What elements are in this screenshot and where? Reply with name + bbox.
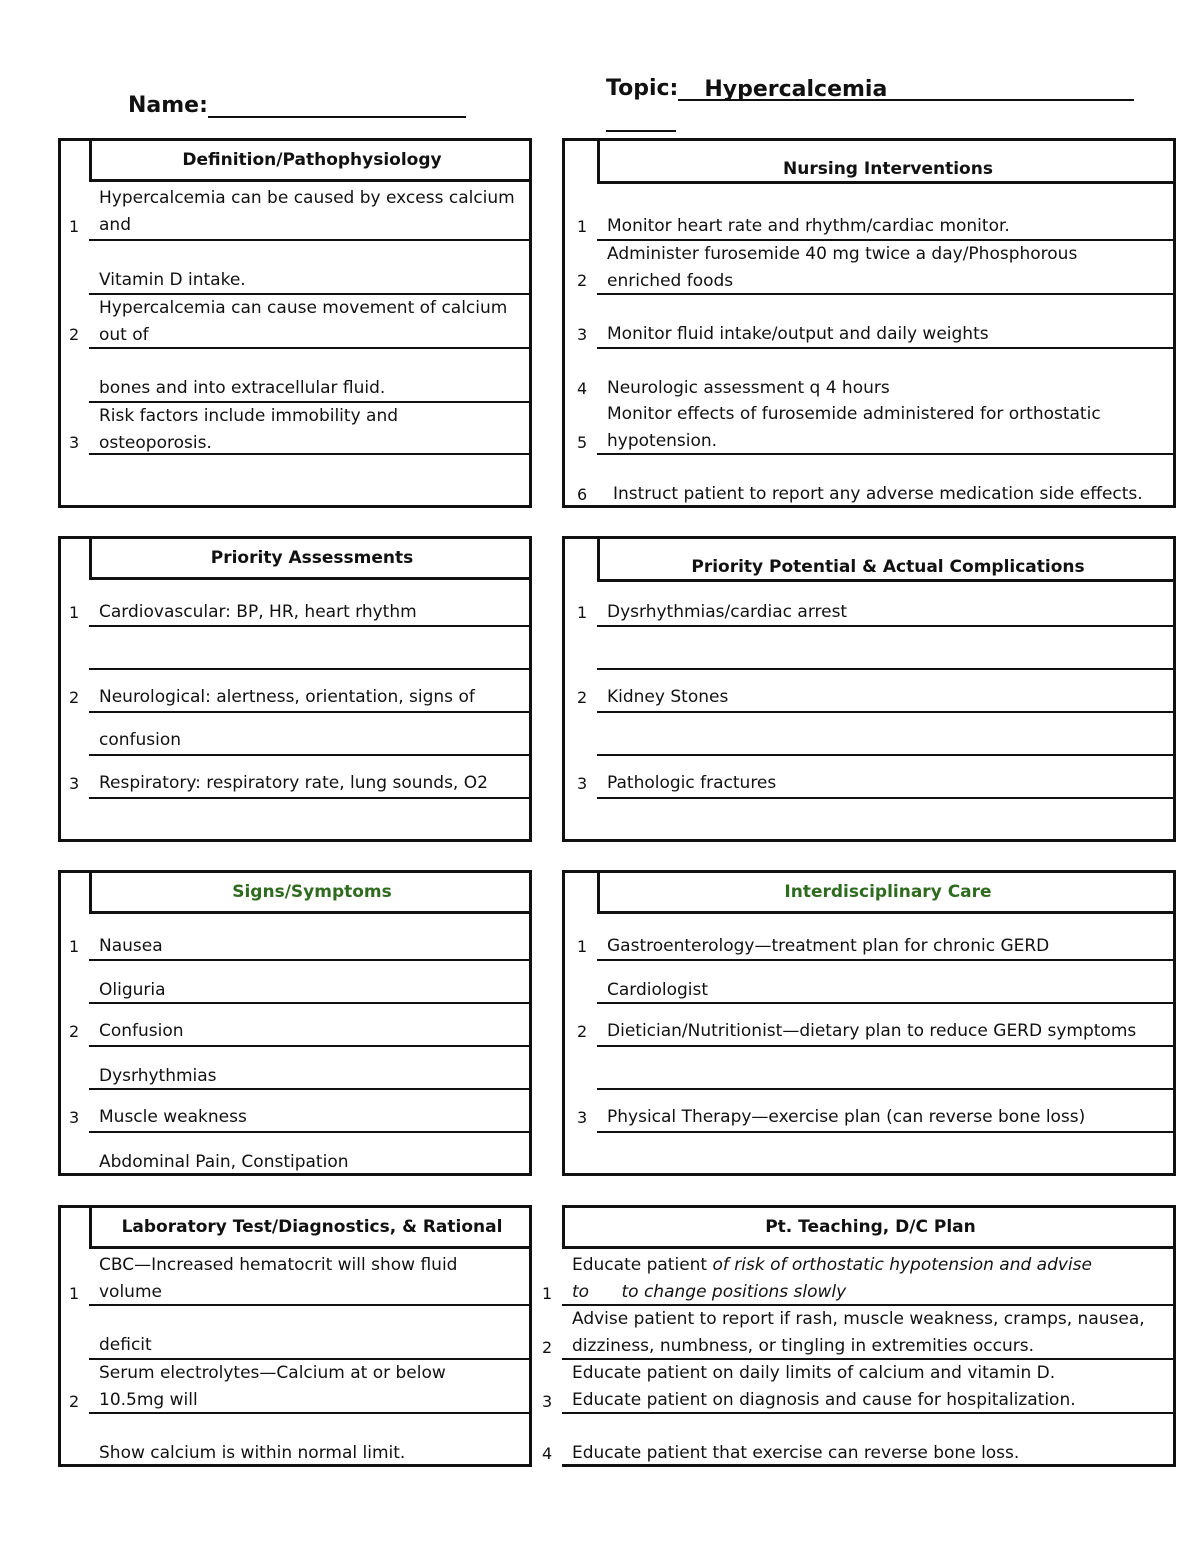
item-number: 6: [577, 485, 588, 504]
item-text: Educate patient: [572, 1255, 713, 1275]
item-text: out of: [99, 325, 149, 345]
list-item: [69, 403, 529, 455]
list-item: [69, 1004, 529, 1047]
item-text: Respiratory: respiratory rate, lung sounds, O2: [99, 773, 488, 793]
list-item: [542, 1414, 1173, 1464]
list-item: [69, 185, 529, 241]
item-number: 2: [69, 1392, 80, 1411]
item-text: Educate patient on daily limits of calcium and vitamin D.: [572, 1363, 1056, 1383]
item-number: 2: [69, 1022, 80, 1041]
item-text: Show calcium is within normal limit.: [99, 1443, 406, 1463]
item-text: Administer furosemide 40 mg twice a day/Phosphorous: [607, 244, 1078, 264]
list-item: [597, 627, 1173, 670]
list-item: [577, 1090, 1173, 1133]
item-text: Hypercalcemia can cause movement of calcium: [99, 298, 508, 318]
section-title: Priority Assessments: [89, 536, 532, 580]
list-item: [542, 1252, 1173, 1306]
list-item: [89, 1414, 529, 1464]
section-title: Interdisciplinary Care: [597, 870, 1176, 914]
definition-section: [58, 138, 532, 508]
section-title: Laboratory Test/Diagnostics, & Rational: [89, 1205, 532, 1249]
list-item: [597, 1047, 1173, 1090]
item-text: Pathologic fractures: [607, 773, 777, 793]
item-text: Hypercalcemia can be caused by excess calcium: [99, 188, 515, 208]
item-number: 3: [577, 1108, 588, 1127]
topic-label: Topic:: [606, 76, 679, 101]
item-number: 2: [69, 688, 80, 707]
section-title: Signs/Symptoms: [89, 870, 532, 914]
item-number: 4: [577, 379, 588, 398]
item-number: 1: [69, 1284, 80, 1303]
complications-section: [562, 536, 1176, 842]
list-item: [69, 756, 529, 799]
item-text: hypotension.: [607, 431, 718, 451]
item-text: Muscle weakness: [99, 1107, 247, 1127]
item-text: Confusion: [99, 1021, 184, 1041]
list-item: [542, 1306, 1173, 1360]
item-text: Neurologic assessment q 4 hours: [607, 378, 890, 398]
item-text: to to change positions slowly: [572, 1282, 847, 1302]
item-number: 1: [69, 937, 80, 956]
item-text: Serum electrolytes—Calcium at or below: [99, 1363, 446, 1383]
list-item: [577, 349, 1173, 401]
item-number: 3: [69, 1108, 80, 1127]
item-text: Kidney Stones: [607, 687, 729, 707]
item-text: Advise patient to report if rash, muscle weakness, cramps, nausea,: [572, 1309, 1145, 1329]
list-item: [577, 583, 1173, 627]
item-text: Dysrhythmias: [99, 1066, 217, 1086]
list-item: [577, 295, 1173, 349]
list-item: [577, 756, 1173, 799]
list-item: [89, 713, 529, 756]
list-item: [577, 187, 1173, 241]
section-title: Priority Potential & Actual Complications: [597, 536, 1176, 582]
item-number: 3: [577, 325, 588, 344]
item-text: Educate patient on diagnosis and cause for hospitalization.: [572, 1390, 1076, 1410]
list-item: [89, 1133, 529, 1174]
item-text: Cardiologist: [607, 980, 709, 1000]
list-item: [597, 961, 1173, 1004]
item-number: 4: [542, 1444, 553, 1463]
item-text: Educate patient that exercise can reverse bone loss.: [572, 1443, 1020, 1463]
list-item: [577, 241, 1173, 295]
priority-assessments-section: [58, 536, 532, 842]
item-number: 5: [577, 433, 588, 452]
section-title: Nursing Interventions: [597, 138, 1176, 184]
item-number: 1: [577, 937, 588, 956]
interdisciplinary-care-section: [562, 870, 1176, 1176]
list-item: [597, 713, 1173, 756]
signs-symptoms-section: [58, 870, 532, 1176]
item-number: 2: [577, 271, 588, 290]
section-title: Pt. Teaching, D/C Plan: [562, 1205, 1176, 1249]
item-number: 3: [69, 433, 80, 452]
item-number: 3: [69, 774, 80, 793]
item-text: dizziness, numbness, or tingling in extremities occurs.: [572, 1336, 1035, 1356]
list-item: [69, 670, 529, 713]
topic-underline-continued: [606, 130, 676, 132]
list-item: [69, 583, 529, 627]
list-item: [89, 627, 529, 670]
item-text: confusion: [99, 730, 182, 750]
item-number: 2: [542, 1338, 553, 1357]
name-label: Name:: [128, 93, 208, 118]
section-title: Definition/Pathophysiology: [89, 138, 532, 182]
item-text: and: [99, 215, 131, 235]
list-item: [69, 1360, 529, 1414]
item-number: 3: [542, 1392, 553, 1411]
list-item: [89, 349, 529, 403]
item-number: 1: [577, 603, 588, 622]
item-text: Instruct patient to report any adverse medication side effects.: [613, 484, 1143, 504]
list-item: [89, 241, 529, 295]
item-text: of risk of orthostatic hypotension and advise: [712, 1255, 1092, 1275]
item-number: 2: [69, 325, 80, 344]
item-text: Monitor heart rate and rhythm/cardiac monitor.: [607, 216, 1010, 236]
list-item: [69, 917, 529, 961]
item-text: Neurological: alertness, orientation, signs of: [99, 687, 475, 707]
laboratory-tests-section: [58, 1205, 532, 1467]
item-text: Dysrhythmias/cardiac arrest: [607, 602, 848, 622]
list-item: [577, 401, 1173, 455]
item-text: volume: [99, 1282, 162, 1302]
item-text: Monitor fluid intake/output and daily weights: [607, 324, 989, 344]
item-text: Vitamin D intake.: [99, 270, 246, 290]
list-item: [69, 1252, 529, 1306]
item-text: 10.5mg will: [99, 1390, 198, 1410]
item-text: Nausea: [99, 936, 163, 956]
item-number: 1: [69, 603, 80, 622]
item-text: CBC—Increased hematocrit will show fluid: [99, 1255, 458, 1275]
item-text: osteoporosis.: [99, 433, 212, 453]
item-text: Gastroenterology—treatment plan for chronic GERD: [607, 936, 1050, 956]
list-item: [89, 961, 529, 1004]
item-text: Risk factors include immobility and: [99, 406, 399, 426]
item-text: Dietician/Nutritionist—dietary plan to reduce GERD symptoms: [607, 1021, 1137, 1041]
list-item: [69, 1090, 529, 1133]
item-text: Monitor effects of furosemide administered for orthostatic: [607, 404, 1101, 424]
list-item: [577, 917, 1173, 961]
list-item: [542, 1360, 1173, 1414]
patient-teaching-section: [542, 1205, 1176, 1467]
item-text: deficit: [99, 1335, 152, 1355]
topic-header: [606, 76, 1134, 101]
list-item: [89, 1306, 529, 1360]
item-number: 2: [577, 688, 588, 707]
list-item: [577, 1004, 1173, 1047]
item-number: 3: [577, 774, 588, 793]
name-header: [128, 92, 466, 118]
topic-field[interactable]: [678, 77, 1134, 101]
name-field[interactable]: [208, 92, 466, 118]
item-number: 1: [69, 217, 80, 236]
item-text: Cardiovascular: BP, HR, heart rhythm: [99, 602, 417, 622]
item-number: 2: [577, 1022, 588, 1041]
item-text: enriched foods: [607, 271, 734, 291]
item-text: bones and into extracellular fluid.: [99, 378, 386, 398]
item-number: 1: [577, 217, 588, 236]
item-text: Oliguria: [99, 980, 166, 1000]
item-number: 1: [542, 1284, 553, 1303]
item-text: Abdominal Pain, Constipation: [99, 1152, 349, 1172]
topic-value: Hypercalcemia: [704, 77, 888, 102]
list-item: [89, 1047, 529, 1090]
list-item: [577, 455, 1173, 505]
list-item: [69, 295, 529, 349]
item-text: Physical Therapy—exercise plan (can reverse bone loss): [607, 1107, 1086, 1127]
nursing-interventions-section: [562, 138, 1176, 508]
list-item: [577, 670, 1173, 713]
